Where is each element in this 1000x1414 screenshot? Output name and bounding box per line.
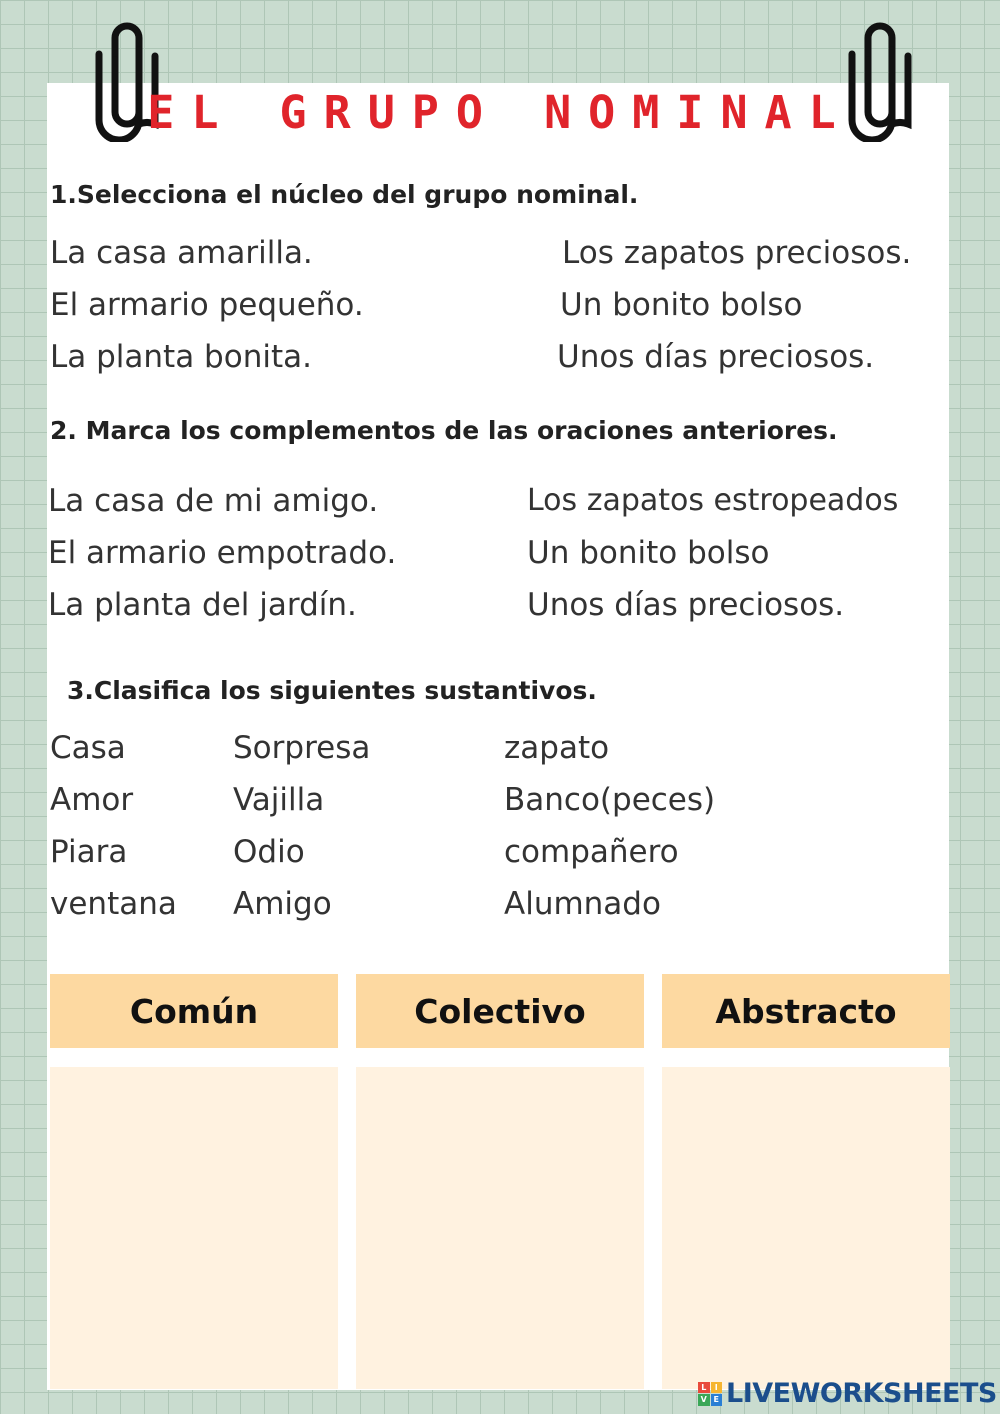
page-title: EL GRUPO NOMINAL	[147, 86, 853, 139]
column-header-colectivo: Colectivo	[356, 974, 644, 1048]
phrase-item[interactable]: Los zapatos estropeados	[527, 483, 899, 518]
brand-logo	[698, 1378, 997, 1409]
phrase-item[interactable]: Los zapatos preciosos.	[562, 235, 912, 271]
phrase-item[interactable]: La planta del jardín.	[48, 587, 357, 623]
noun-word[interactable]: Piara	[50, 834, 128, 870]
drop-zone-abstracto[interactable]	[662, 1067, 950, 1389]
phrase-item[interactable]: Un bonito bolso	[527, 535, 770, 571]
noun-word[interactable]: Vajilla	[233, 782, 325, 818]
section3-heading: 3.Clasifica los siguientes sustantivos.	[67, 676, 597, 705]
noun-word[interactable]: Sorpresa	[233, 730, 371, 766]
phrase-item[interactable]: Unos días preciosos.	[557, 339, 875, 375]
section1-heading: 1.Selecciona el núcleo del grupo nominal.	[50, 180, 639, 209]
brand-mark-letter: V	[698, 1394, 710, 1406]
brand-mark-icon	[698, 1382, 722, 1406]
phrase-item[interactable]: La planta bonita.	[50, 339, 312, 375]
drop-zone-colectivo[interactable]	[356, 1067, 644, 1389]
phrase-item[interactable]: La casa amarilla.	[50, 235, 313, 271]
noun-word[interactable]: compañero	[504, 834, 679, 870]
noun-word[interactable]: Amor	[50, 782, 134, 818]
column-header-abstracto: Abstracto	[662, 974, 950, 1048]
noun-word[interactable]: zapato	[504, 730, 610, 766]
brand-text: LIVEWORKSHEETS	[726, 1378, 997, 1409]
section2-heading: 2. Marca los complementos de las oraciones anteriores.	[50, 416, 838, 445]
brand-mark-letter: I	[711, 1382, 723, 1394]
phrase-item[interactable]: La casa de mi amigo.	[48, 483, 379, 519]
brand-mark-letter: L	[698, 1382, 710, 1394]
noun-word[interactable]: Amigo	[233, 886, 332, 922]
phrase-item[interactable]: El armario pequeño.	[50, 287, 364, 323]
noun-word[interactable]: Casa	[50, 730, 126, 766]
noun-word[interactable]: Odio	[233, 834, 305, 870]
brand-mark-letter: E	[711, 1394, 723, 1406]
phrase-item[interactable]: El armario empotrado.	[48, 535, 397, 571]
noun-word[interactable]: ventana	[50, 886, 177, 922]
phrase-item[interactable]: Unos días preciosos.	[527, 587, 845, 623]
noun-word[interactable]: Alumnado	[504, 886, 661, 922]
noun-word[interactable]: Banco(peces)	[504, 782, 716, 818]
phrase-item[interactable]: Un bonito bolso	[560, 287, 803, 323]
drop-zone-comun[interactable]	[50, 1067, 338, 1389]
column-header-comun: Común	[50, 974, 338, 1048]
